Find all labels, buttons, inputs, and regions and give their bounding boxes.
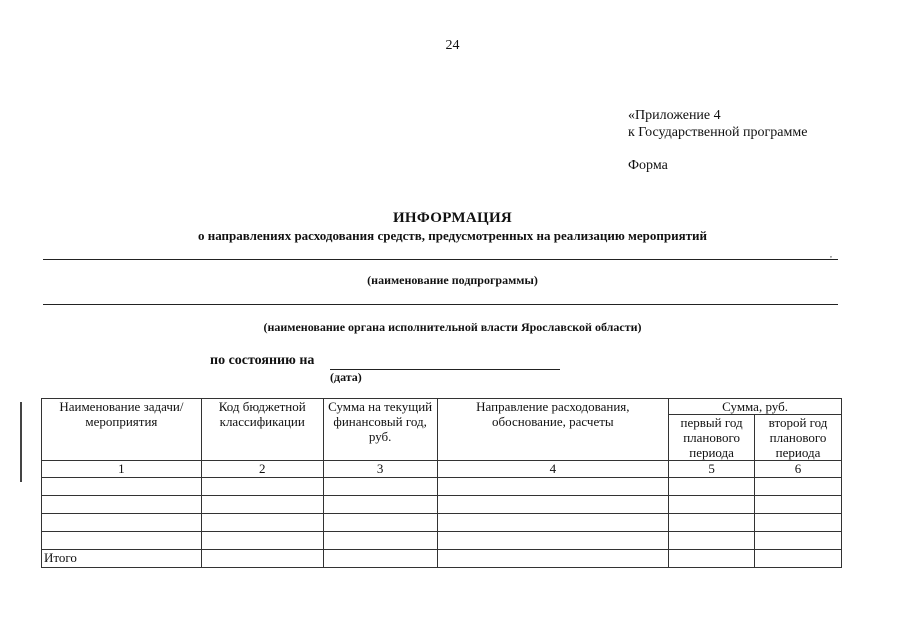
table-cell[interactable] bbox=[42, 478, 202, 496]
table-row bbox=[42, 532, 842, 550]
column-number: 6 bbox=[755, 461, 842, 478]
table-cell[interactable] bbox=[437, 496, 669, 514]
table-cell[interactable] bbox=[323, 496, 437, 514]
table-cell[interactable] bbox=[755, 496, 842, 514]
table-cell[interactable] bbox=[437, 550, 669, 568]
table-cell[interactable] bbox=[201, 514, 323, 532]
page-number: 24 bbox=[445, 38, 460, 53]
table-cell[interactable] bbox=[669, 532, 755, 550]
table-cell[interactable] bbox=[437, 478, 669, 496]
table-row bbox=[42, 514, 842, 532]
table-cell[interactable] bbox=[42, 496, 202, 514]
form-label: Форма bbox=[628, 158, 668, 173]
date-caption: (дата) bbox=[330, 370, 362, 384]
table-cell[interactable] bbox=[669, 550, 755, 568]
table-cell[interactable] bbox=[323, 478, 437, 496]
table-cell[interactable] bbox=[755, 532, 842, 550]
date-fill-line bbox=[330, 369, 560, 370]
table-cell[interactable] bbox=[437, 514, 669, 532]
header-second-plan-year: второй год планового периода bbox=[755, 415, 842, 461]
column-number-row bbox=[42, 461, 842, 478]
appendix-line-2: к Государственной программе bbox=[628, 125, 808, 140]
margin-mark bbox=[20, 402, 22, 482]
table-cell[interactable] bbox=[669, 514, 755, 532]
header-expense-direction: Направление расходования, обоснование, расчеты bbox=[437, 399, 669, 461]
header-current-year-sum: Сумма на текущий финансовый год, руб. bbox=[323, 399, 437, 461]
header-sum-group: Сумма, руб. bbox=[669, 399, 842, 415]
table-cell[interactable] bbox=[42, 532, 202, 550]
document-title: ИНФОРМАЦИЯ bbox=[392, 210, 513, 226]
table-cell[interactable] bbox=[201, 478, 323, 496]
subprogram-caption: (наименование подпрограммы) bbox=[367, 273, 538, 287]
table-cell[interactable] bbox=[201, 496, 323, 514]
table-cell[interactable] bbox=[201, 550, 323, 568]
appendix-line-1: «Приложение 4 bbox=[628, 108, 721, 123]
status-label: по состоянию на bbox=[210, 353, 315, 368]
column-number: 5 bbox=[669, 461, 755, 478]
table-row bbox=[42, 496, 842, 514]
header-first-plan-year: первый год планового периода bbox=[669, 415, 755, 461]
table-header-row bbox=[42, 399, 842, 415]
table-cell[interactable] bbox=[323, 550, 437, 568]
line-tick: , bbox=[830, 250, 832, 259]
header-task-name: Наименование задачи/ мероприятия bbox=[42, 399, 202, 461]
table-cell[interactable] bbox=[201, 532, 323, 550]
column-number: 1 bbox=[42, 461, 202, 478]
subprogram-fill-line bbox=[43, 259, 838, 260]
column-number: 3 bbox=[323, 461, 437, 478]
table-cell[interactable] bbox=[755, 478, 842, 496]
table-cell[interactable] bbox=[323, 532, 437, 550]
expenditure-table bbox=[41, 398, 842, 568]
table-cell[interactable] bbox=[323, 514, 437, 532]
table-cell[interactable] bbox=[669, 478, 755, 496]
total-label: Итого bbox=[42, 550, 202, 568]
authority-caption: (наименование органа исполнительной власти Ярославской области) bbox=[263, 320, 642, 334]
table-cell[interactable] bbox=[755, 550, 842, 568]
authority-fill-line bbox=[43, 304, 838, 305]
total-row bbox=[42, 550, 842, 568]
column-number: 2 bbox=[201, 461, 323, 478]
table-cell[interactable] bbox=[755, 514, 842, 532]
table-cell[interactable] bbox=[437, 532, 669, 550]
document-subtitle: о направлениях расходования средств, предусмотренных на реализацию мероприятий bbox=[197, 228, 707, 243]
table-cell[interactable] bbox=[669, 496, 755, 514]
table-cell[interactable] bbox=[42, 514, 202, 532]
header-budget-code: Код бюджетной классификации bbox=[201, 399, 323, 461]
table-row bbox=[42, 478, 842, 496]
appendix-reference bbox=[628, 107, 807, 141]
column-number: 4 bbox=[437, 461, 669, 478]
